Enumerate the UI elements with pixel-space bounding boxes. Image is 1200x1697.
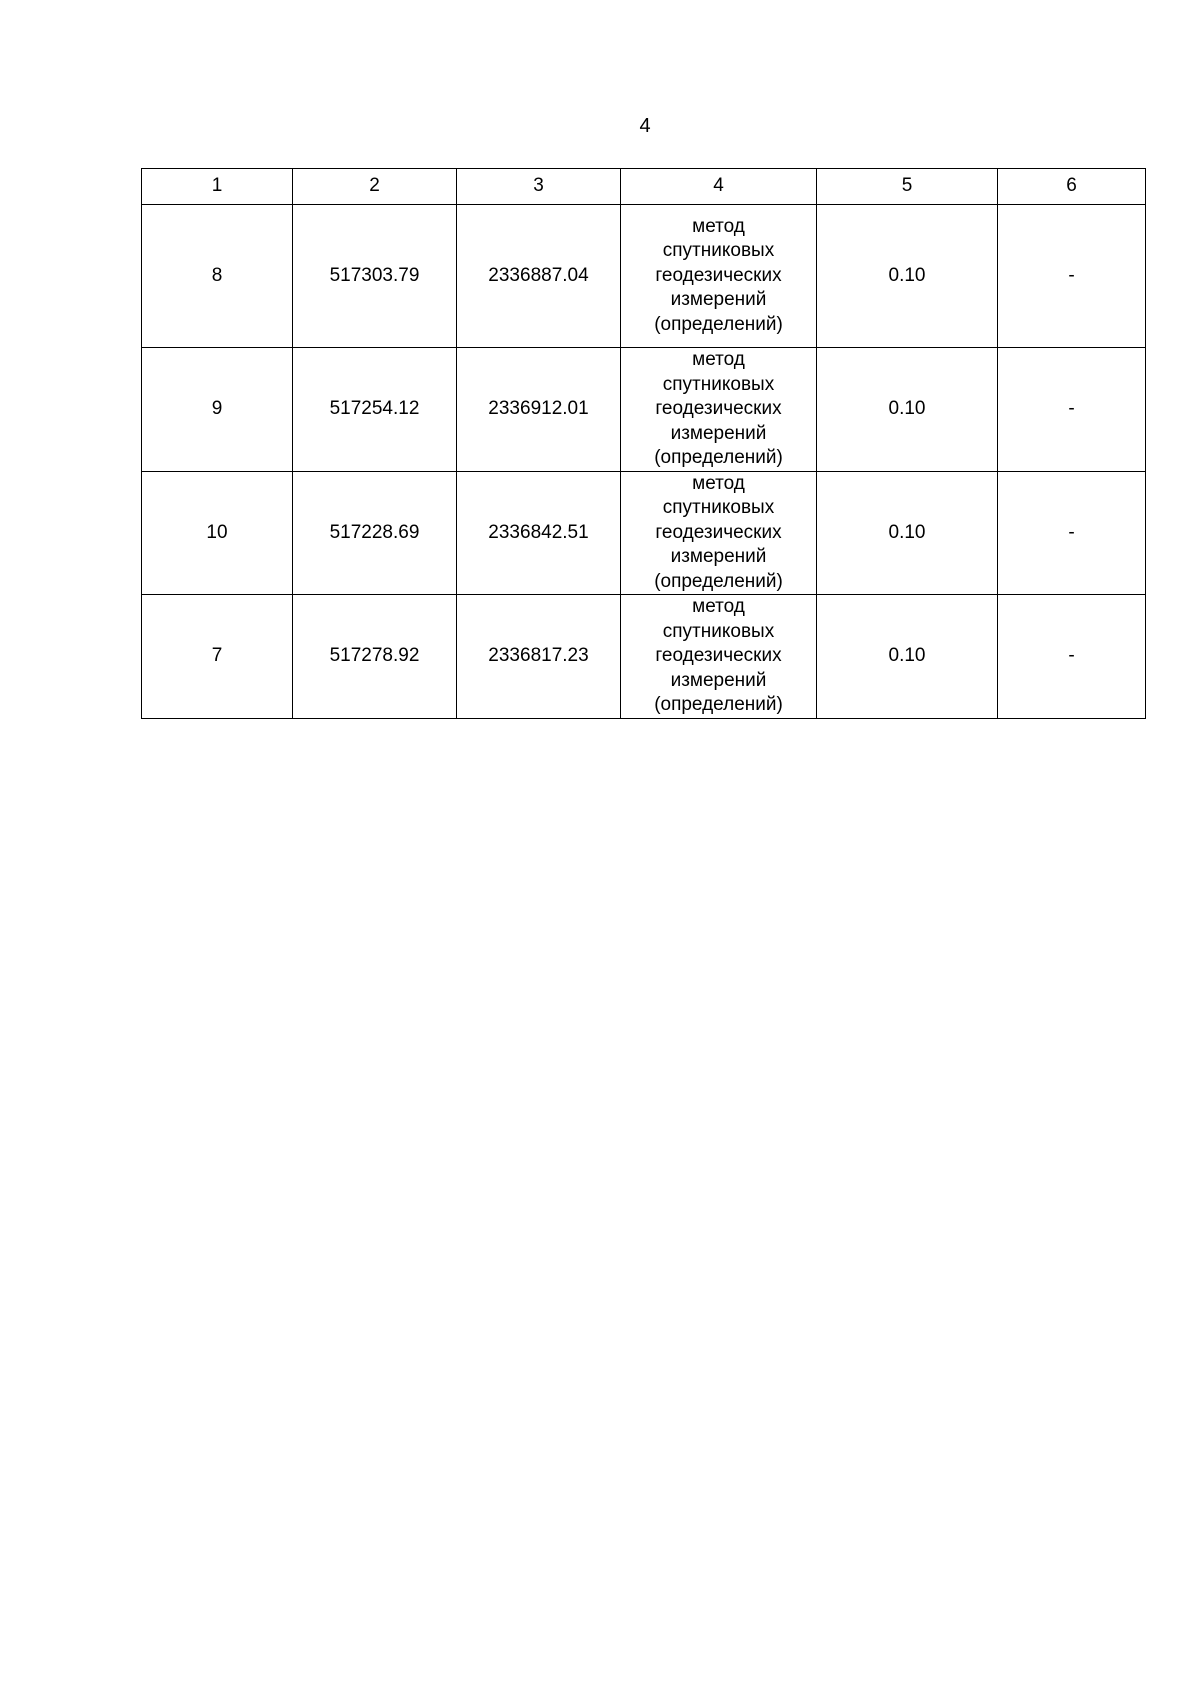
x-coordinate-cell: 517278.92 (293, 595, 457, 719)
method-text: метод спутниковых геодезических измерений (определений) (654, 215, 783, 335)
table-row (142, 205, 1146, 348)
y-coordinate-cell: 2336912.01 (457, 348, 621, 472)
method-text: метод спутниковых геодезических измерений (определений) (654, 596, 783, 715)
description-cell: - (998, 595, 1146, 719)
description-cell: - (998, 348, 1146, 472)
table-row (142, 348, 1146, 472)
accuracy-cell: 0.10 (817, 348, 998, 472)
method-text: метод спутниковых геодезических измерений (определений) (654, 349, 783, 468)
x-coordinate-cell: 517254.12 (293, 348, 457, 472)
point-number-cell: 9 (142, 348, 293, 472)
accuracy-cell: 0.10 (817, 205, 998, 348)
method-cell (621, 205, 817, 348)
header-cell: 5 (817, 169, 998, 205)
method-cell (621, 471, 817, 595)
description-cell: - (998, 471, 1146, 595)
point-number-cell: 10 (142, 471, 293, 595)
y-coordinate-cell: 2336817.23 (457, 595, 621, 719)
x-coordinate-cell: 517303.79 (293, 205, 457, 348)
table-header-row (142, 169, 1146, 205)
x-coordinate-cell: 517228.69 (293, 471, 457, 595)
table-row (142, 595, 1146, 719)
point-number-cell: 8 (142, 205, 293, 348)
y-coordinate-cell: 2336842.51 (457, 471, 621, 595)
accuracy-cell: 0.10 (817, 471, 998, 595)
y-coordinate-cell: 2336887.04 (457, 205, 621, 348)
header-cell: 3 (457, 169, 621, 205)
method-text: метод спутниковых геодезических измерений (определений) (654, 472, 783, 592)
point-number-cell: 7 (142, 595, 293, 719)
coordinates-table (141, 168, 1146, 719)
description-cell: - (998, 205, 1146, 348)
method-cell (621, 595, 817, 719)
header-cell: 1 (142, 169, 293, 205)
header-cell: 2 (293, 169, 457, 205)
header-cell: 6 (998, 169, 1146, 205)
header-cell: 4 (621, 169, 817, 205)
method-cell (621, 348, 817, 472)
table-row (142, 471, 1146, 595)
page-number: 4 (639, 115, 651, 137)
accuracy-cell: 0.10 (817, 595, 998, 719)
